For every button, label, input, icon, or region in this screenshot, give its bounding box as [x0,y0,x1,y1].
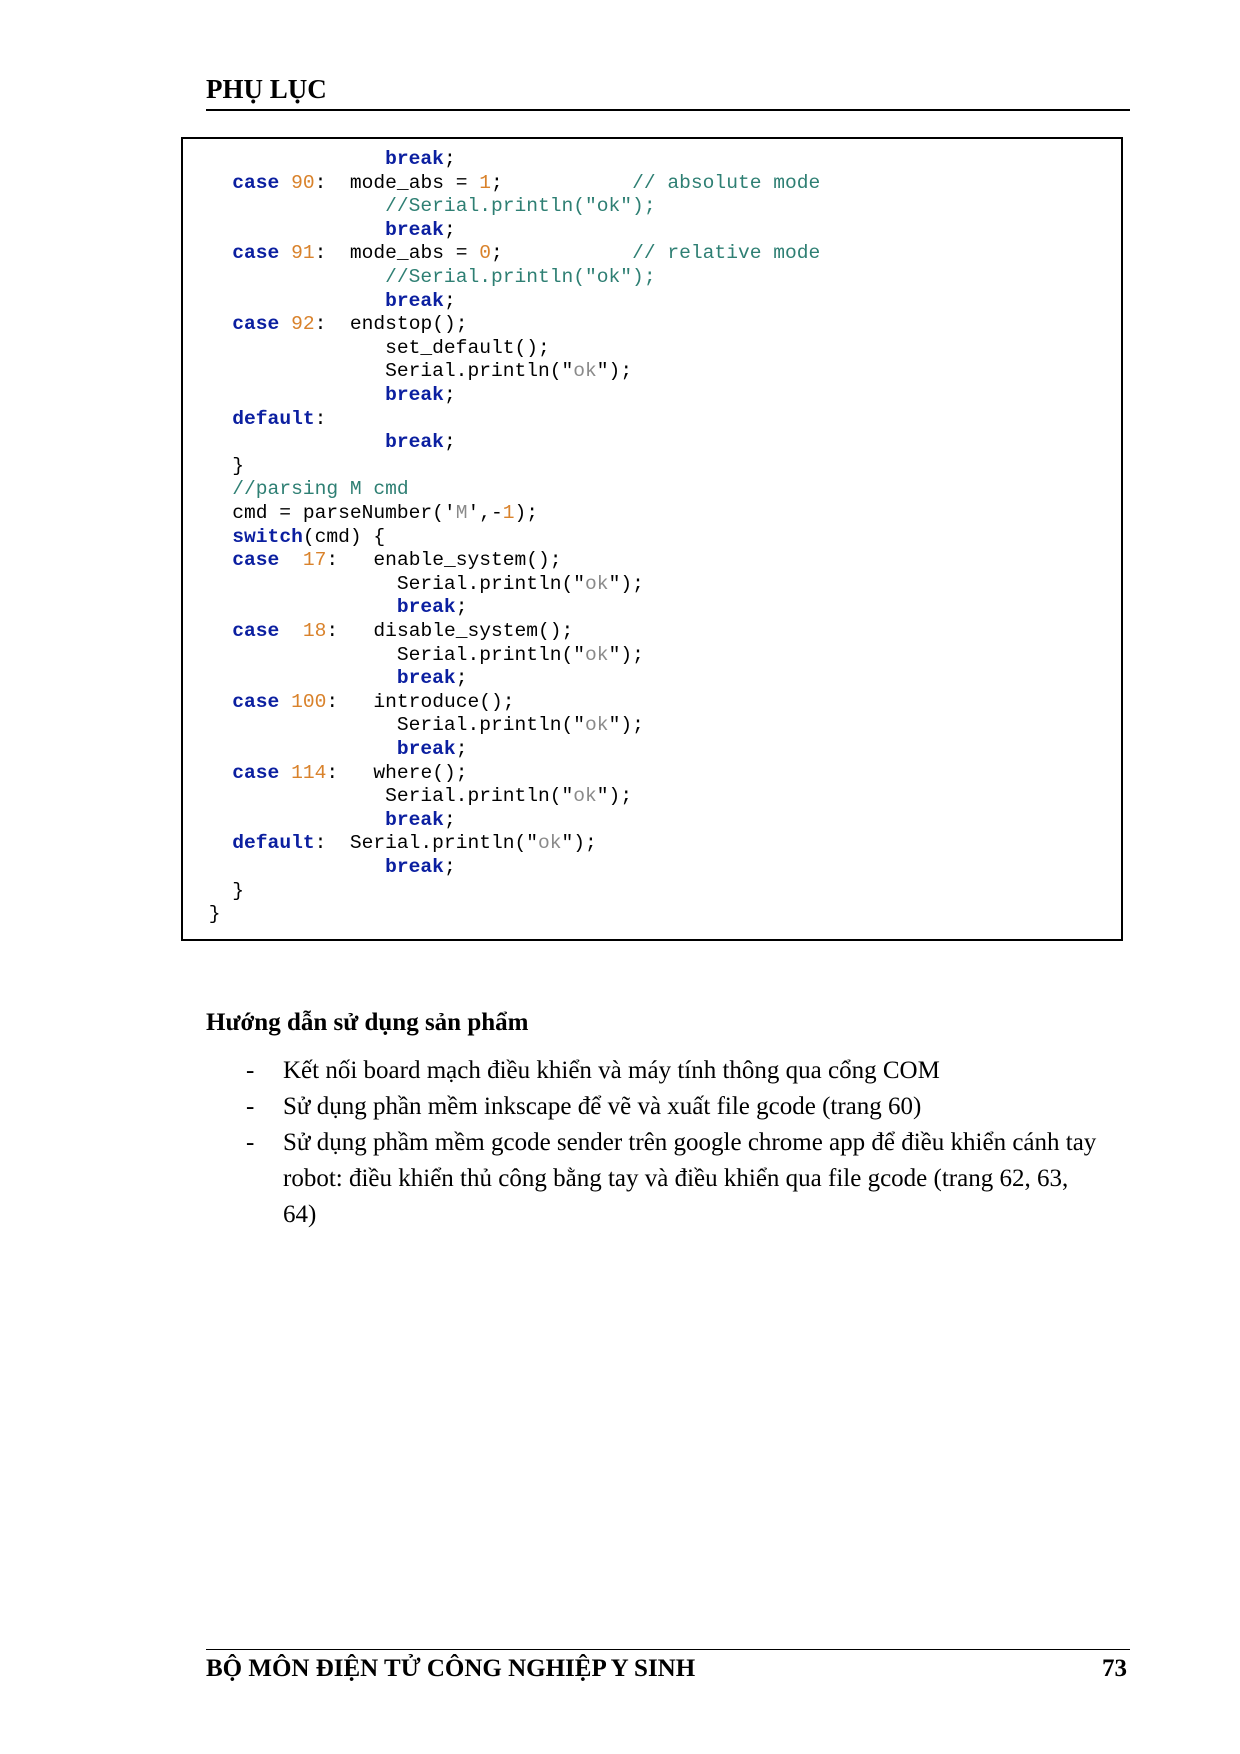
code-token: 18 [302,620,327,642]
code-line [197,831,597,855]
code-line [197,265,656,289]
code-line [197,879,244,903]
code-line [197,194,656,218]
code-token: ok [573,785,597,808]
code-token: "); [596,785,633,808]
code-token: ; [443,856,456,878]
code-token: break [385,384,444,406]
code-line [197,572,644,596]
code-token [279,762,291,784]
code-token [197,384,385,406]
code-token: break [396,667,456,690]
code-token: case [232,761,280,784]
code-line [197,359,632,383]
code-line [197,383,456,407]
code-line [197,761,467,785]
code-token: //Serial.println("ok"); [385,195,656,218]
code-token: ok [538,832,562,855]
code-line [197,737,467,761]
code-line [197,407,326,431]
code-token: 0 [479,242,492,265]
code-token: break [385,289,444,312]
code-token: break [385,856,444,878]
code-token: case [232,620,280,642]
code-token: (cmd) { [302,525,386,548]
code-token: 90 [291,171,315,194]
code-token: "); [596,360,633,383]
code-token: ; [443,431,456,454]
code-token [197,195,385,217]
code-line [197,501,538,525]
code-token [279,549,303,571]
code-line [197,784,632,808]
code-line [197,619,573,643]
code-token: // absolute mode [632,171,821,194]
code-token: Serial.println(" [197,572,586,595]
code-token [197,738,397,760]
code-token: M [455,502,468,524]
code-line [197,855,456,879]
code-token [197,832,232,854]
code-token [197,596,397,618]
code-token: //parsing M cmd [232,478,409,501]
code-token: ; [455,667,468,690]
bullet-dash: - [246,1057,255,1084]
code-token: break [385,148,444,170]
footer-divider [206,1649,1130,1650]
code-token [197,856,385,878]
code-token: break [385,808,444,831]
header-divider [206,109,1130,111]
code-token: ; [443,384,456,406]
code-token [197,172,232,194]
code-token [197,313,232,335]
code-token [197,148,385,170]
code-token: case [232,549,280,572]
code-token: ok [573,360,597,383]
code-token: Serial.println(" [197,643,586,666]
code-token: : where(); [326,761,468,784]
code-token [197,691,232,713]
code-token [197,809,385,831]
code-line [197,477,409,501]
code-token: : enable_system(); [326,549,562,572]
code-token: 92 [291,313,315,336]
bullet-dash: - [246,1093,255,1120]
code-line [197,690,515,714]
code-token [197,526,232,548]
code-token: 114 [291,761,327,784]
code-token [279,620,303,642]
footer-department: BỘ MÔN ĐIỆN TỬ CÔNG NGHIỆP Y SINH [206,1655,696,1682]
code-line [197,430,456,454]
code-token: "); [608,714,644,737]
code-token: ; [443,289,456,312]
code-token: ; [443,808,456,831]
code-token: "); [561,832,597,855]
code-token: break [396,738,456,760]
code-line [197,808,456,832]
code-token [197,290,385,312]
code-token [197,242,232,264]
code-token [279,172,291,194]
bullet-dash: - [246,1129,255,1156]
code-token: } [197,903,221,926]
code-token: : disable_system(); [326,620,574,642]
code-token: ok [585,643,609,666]
page-header-title: PHỤ LỤC [206,74,327,104]
code-token: switch [232,525,303,548]
code-token: ; [443,148,456,170]
code-token: : [314,407,327,430]
bullet-item: Kết nối board mạch điều khiển và máy tính thông qua cổng COM [283,1057,940,1084]
code-line [197,902,221,926]
code-token: "); [608,572,644,595]
code-token: 17 [302,549,327,572]
code-token: case [232,171,280,194]
code-token: ok [585,572,609,595]
code-token [197,408,232,430]
code-token: : mode_abs = [314,242,480,265]
code-token [279,242,291,264]
code-token: cmd = parseNumber(' [197,502,456,524]
code-token: } [197,454,245,477]
code-token: 91 [291,242,315,265]
code-line [197,147,456,171]
code-token [279,691,291,713]
code-token: : introduce(); [326,690,515,713]
code-token [197,219,385,241]
code-line [197,312,467,336]
code-token: ; [455,596,468,619]
code-line [197,548,562,572]
code-token: case [232,313,280,336]
page-number: 73 [1102,1655,1127,1682]
code-token: : Serial.println(" [314,832,538,855]
code-line [197,643,644,667]
code-token: Serial.println(" [197,360,574,383]
code-token: default [232,832,315,855]
code-token [197,266,385,288]
code-line [197,171,820,195]
code-token [279,313,291,335]
code-line [197,525,385,549]
code-token: case [232,690,280,713]
code-token: ; [443,218,456,241]
code-token: break [385,218,444,241]
code-token: : mode_abs = [314,171,480,194]
code-line [197,666,467,690]
code-token [197,620,232,642]
code-token: Serial.println(" [197,785,574,808]
code-line [197,218,456,242]
code-token: ',- [467,502,503,524]
bullet-item: Sử dụng phần mềm inkscape để vẽ và xuất file gcode (trang 60) [283,1093,922,1120]
code-listing [181,137,1123,941]
code-token [197,762,232,784]
code-token: set_default(); [197,336,550,359]
code-line [197,713,644,737]
code-token: // relative mode [632,242,821,265]
code-token: default [232,407,315,430]
code-token: Serial.println(" [197,714,586,737]
bullet-item: Sử dụng phầm mềm gcode sender trên google chrome app để điều khiển cánh tay robot: điều khiển thủ công bằng tay và điều khiển qua file gcode (trang 62, 63, 64) [283,1129,1097,1228]
code-token: ; [491,171,633,194]
code-token [197,478,232,500]
code-token: ok [585,714,609,737]
code-token [197,549,232,571]
code-token: ); [514,502,539,524]
code-token: } [197,879,245,902]
code-line [197,595,467,619]
code-token: ; [491,242,633,265]
code-token: 1 [479,171,492,194]
code-token: break [385,431,444,454]
code-token: //Serial.println("ok"); [385,266,656,288]
code-line [197,336,550,360]
code-token: ; [455,738,468,760]
code-token: "); [608,643,644,666]
code-line [197,241,820,265]
code-token: 100 [291,690,327,713]
code-token: case [232,242,280,265]
code-line [197,289,456,313]
section-heading: Hướng dẫn sử dụng sản phẩm [206,1009,529,1036]
code-line [197,454,244,478]
code-token [197,667,397,689]
code-token: 1 [502,502,515,524]
code-token: : endstop(); [314,313,468,336]
code-token [197,431,385,453]
code-token: break [396,596,456,619]
